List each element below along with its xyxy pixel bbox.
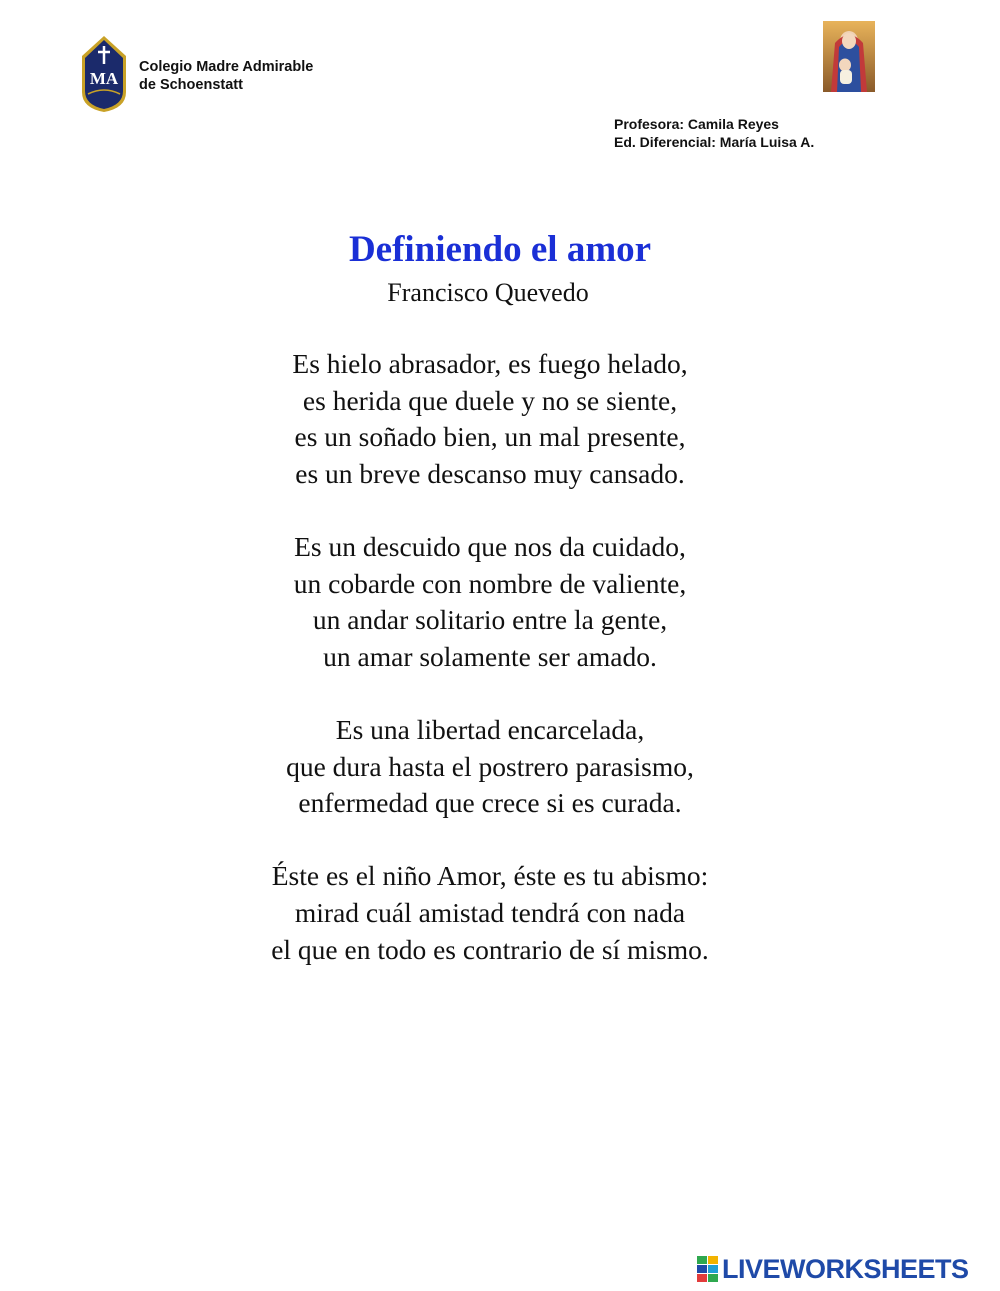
svg-text:MA: MA	[89, 69, 119, 88]
verse: un cobarde con nombre de valiente,	[293, 567, 687, 599]
verse: el que en todo es contrario de sí mismo.	[271, 933, 709, 965]
brand-name: LIVEWORKSHEETS	[722, 1253, 969, 1284]
verse: es un breve descanso muy cansado.	[295, 457, 685, 489]
verse: enfermedad que crece si es curada.	[298, 787, 682, 819]
verse: Es hielo abrasador, es fuego helado,	[292, 348, 688, 379]
school-name-line2: de Schoenstatt	[139, 77, 243, 93]
verse: que dura hasta el postrero parasismo,	[286, 750, 694, 782]
verse: es herida que duele y no se siente,	[302, 384, 678, 416]
school-name	[139, 58, 313, 94]
school-logo-icon	[76, 34, 132, 114]
verse: un andar solitario entre la gente,	[312, 604, 668, 636]
stanza-2	[0, 529, 980, 675]
verse: Es un descuido que nos da cuidado,	[294, 530, 686, 562]
differential-teacher-name: Ed. Diferencial: María Luisa A.	[614, 134, 815, 150]
stanza-1	[0, 346, 980, 492]
stanza-3	[0, 712, 980, 822]
poem-body	[0, 346, 980, 968]
verse: Éste es el niño Amor, éste es tu abismo:	[271, 860, 709, 892]
liveworksheets-logo-icon	[697, 1256, 719, 1282]
poem-title: Definiendo el amor	[348, 229, 652, 270]
verse: Es una libertad encarcelada,	[335, 713, 645, 745]
verse: un amar solamente ser amado.	[323, 640, 657, 672]
madonna-image-icon	[823, 21, 875, 92]
poem-author: Francisco Quevedo	[387, 278, 589, 307]
school-name-line1: Colegio Madre Admirable	[139, 59, 314, 75]
verse: es un soñado bien, un mal presente,	[294, 421, 686, 453]
liveworksheets-brand	[697, 1254, 969, 1284]
staff-info	[614, 115, 814, 151]
stanza-4	[0, 858, 980, 968]
verse: mirad cuál amistad tendrá con nada	[294, 896, 686, 928]
teacher-name: Profesora: Camila Reyes	[614, 116, 779, 132]
